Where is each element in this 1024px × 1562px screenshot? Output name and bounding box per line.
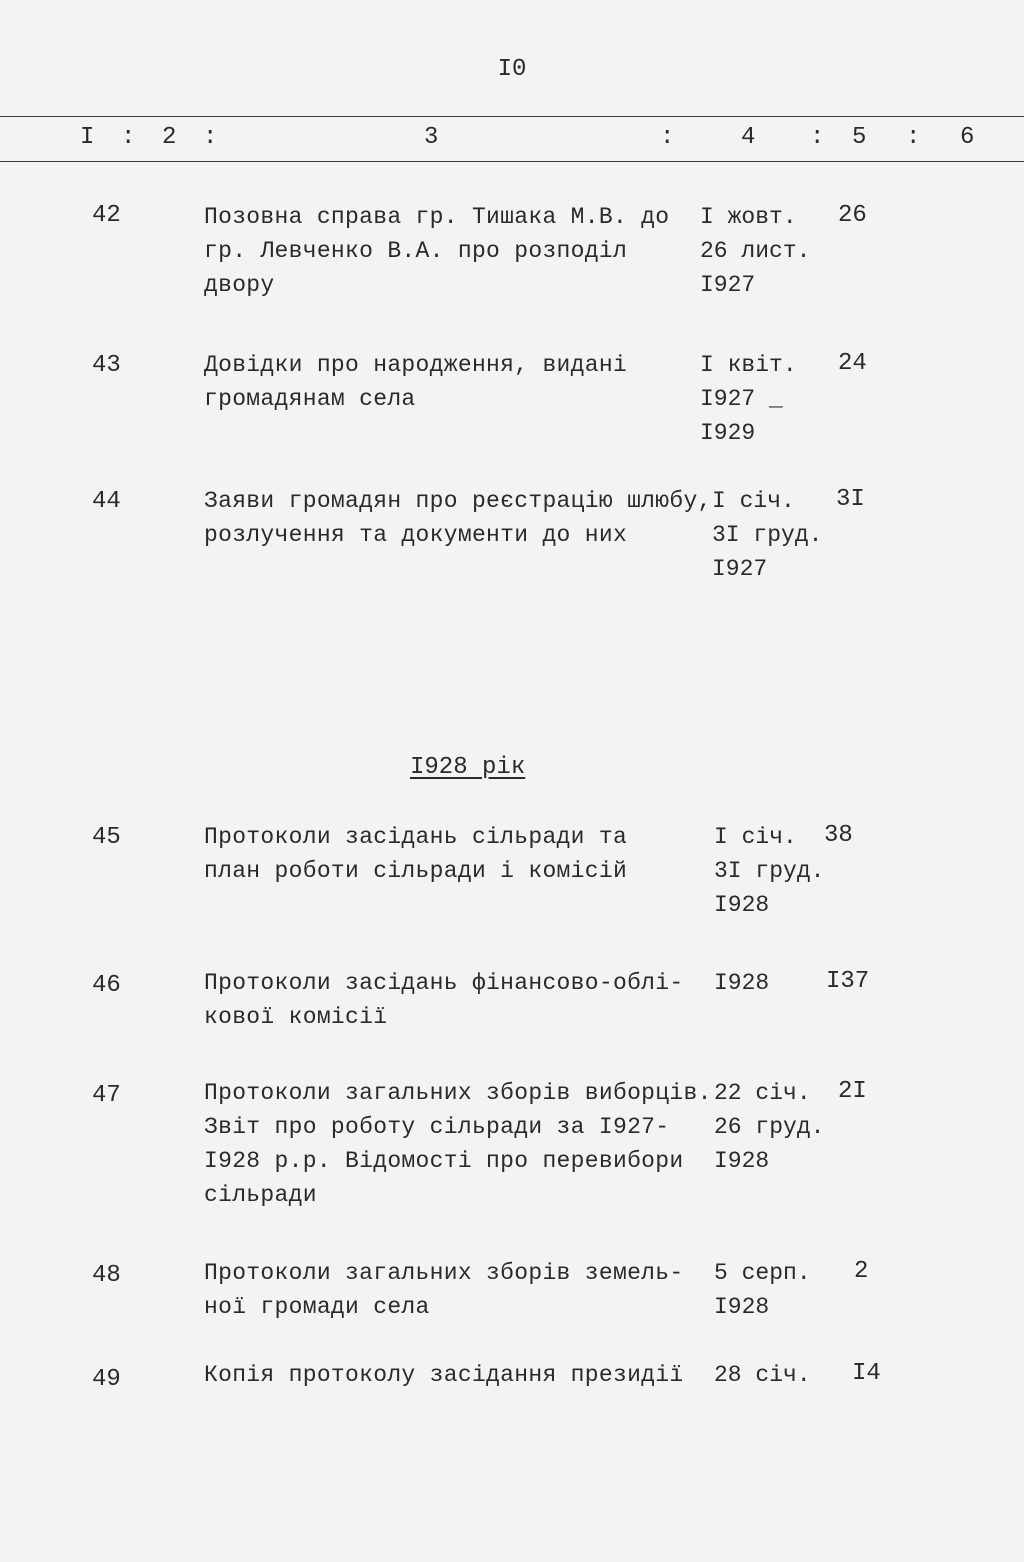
entry-description — [204, 348, 704, 416]
description-line: Протоколи загальних зборів виборців. — [204, 1080, 712, 1106]
column-separator: : — [203, 124, 218, 151]
description-line: Довідки про народження, видані — [204, 352, 628, 378]
entry-dates — [712, 484, 822, 586]
date-line: I квіт. — [700, 352, 797, 378]
entry-number: 49 — [92, 1366, 121, 1393]
description-line: кової комісії — [204, 1004, 388, 1030]
entry-description — [204, 1076, 712, 1212]
entry-dates — [714, 1256, 811, 1324]
date-line: I928 — [714, 1294, 770, 1320]
entry-number: 42 — [92, 202, 121, 229]
entry-description — [204, 484, 712, 552]
entry-number: 48 — [92, 1262, 121, 1289]
entry-sheet-count: I4 — [852, 1360, 881, 1387]
entry-dates — [714, 820, 824, 922]
description-line: Звіт про роботу сільради за I927- — [204, 1114, 670, 1140]
column-header-3: 3 — [424, 124, 439, 151]
entry-dates — [700, 200, 810, 302]
entry-description — [204, 820, 704, 888]
page-number: I0 — [497, 56, 527, 83]
date-line: I січ. — [714, 824, 797, 850]
year-heading: I928 рік — [410, 754, 526, 781]
entry-number: 45 — [92, 824, 121, 851]
entry-dates — [700, 348, 797, 450]
description-line: гр. Левченко В.А. про розподіл — [204, 238, 628, 264]
date-line: I927 _ — [700, 386, 783, 412]
description-line: громадянам села — [204, 386, 416, 412]
date-line: I928 — [714, 970, 770, 996]
entry-number: 46 — [92, 972, 121, 999]
description-line: двору — [204, 272, 275, 298]
column-separator: : — [810, 124, 825, 151]
date-line: 3I груд. — [712, 522, 823, 548]
column-separator: : — [906, 124, 921, 151]
entry-description — [204, 200, 704, 302]
date-line: 28 січ. — [714, 1362, 811, 1388]
date-line: I жовт. — [700, 204, 797, 230]
description-line: ної громади села — [204, 1294, 430, 1320]
description-line: Протоколи загальних зборів земель- — [204, 1260, 684, 1286]
date-line: 5 серп. — [714, 1260, 811, 1286]
column-header-6: 6 — [960, 124, 975, 151]
entry-sheet-count: I37 — [826, 968, 870, 995]
entry-dates — [714, 1076, 824, 1178]
date-line: 26 груд. — [714, 1114, 825, 1140]
header-bottom-rule — [0, 161, 1024, 162]
entry-sheet-count: 2 — [854, 1258, 869, 1285]
date-line: I928 — [714, 892, 770, 918]
column-header-2: 2 — [162, 124, 177, 151]
description-line: I928 р.р. Відомості про перевибори — [204, 1148, 684, 1174]
date-line: I927 — [712, 556, 768, 582]
date-line: I929 — [700, 420, 756, 446]
entry-sheet-count: 24 — [838, 350, 867, 377]
date-line: 3I груд. — [714, 858, 825, 884]
description-line: план роботи сільради і комісій — [204, 858, 628, 884]
description-line: Позовна справа гр. Тишака М.В. до — [204, 204, 670, 230]
header-top-rule — [0, 116, 1024, 117]
entry-sheet-count: 38 — [824, 822, 853, 849]
description-line: Протоколи засідань сільради та — [204, 824, 628, 850]
date-line: I928 — [714, 1148, 770, 1174]
description-line: сільради — [204, 1182, 317, 1208]
date-line: I927 — [700, 272, 756, 298]
entry-number: 47 — [92, 1082, 121, 1109]
description-line: Протоколи засідань фінансово-облі- — [204, 970, 684, 996]
entry-description — [204, 966, 704, 1034]
column-header-4: 4 — [741, 124, 756, 151]
description-line: розлучення та документи до них — [204, 522, 628, 548]
column-separator: : — [660, 124, 675, 151]
date-line: 26 лист. — [700, 238, 811, 264]
column-separator: : — [121, 124, 136, 151]
entry-dates — [714, 966, 769, 1000]
entry-description — [204, 1256, 704, 1324]
entry-sheet-count: 3I — [836, 486, 865, 513]
column-header-5: 5 — [852, 124, 867, 151]
date-line: 22 січ. — [714, 1080, 811, 1106]
entry-dates — [714, 1358, 811, 1392]
description-line: Заяви громадян про реєстрацію шлюбу, — [204, 488, 712, 514]
entry-sheet-count: 2I — [838, 1078, 867, 1105]
date-line: I січ. — [712, 488, 795, 514]
entry-sheet-count: 26 — [838, 202, 867, 229]
entry-description — [204, 1358, 704, 1392]
entry-number: 43 — [92, 352, 121, 379]
entry-number: 44 — [92, 488, 121, 515]
column-header-1: I — [80, 124, 95, 151]
description-line: Копія протоколу засідання президії — [204, 1362, 684, 1388]
